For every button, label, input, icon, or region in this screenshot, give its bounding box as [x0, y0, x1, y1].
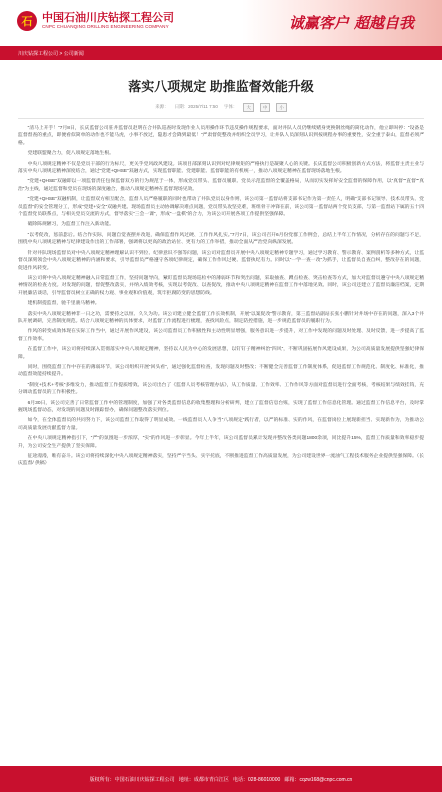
cnpc-logo-icon: 石	[17, 11, 37, 31]
article-paragraph: 在监督工作中，该公司将持续深入贯彻落实中央八项规定精神，坚持以人民为中心的发展思想，以钉钉子精神纠治“四风”，不断巩固拓展作风建设成果，为公司高质量发展提供坚强纪律保障。	[18, 347, 424, 360]
article-paragraph: 中央八项规定精神不仅是党员干部的行为标尺，更关乎党风政风建设。该项目部深刻认识到对纪律规矩的严格执行是凝聚人心的关键。长庆监督公司积极创新方式方法，将监督主责主业与落实中央八项规定精神深度结合，通过“党建+QHSE”双融方式，实现监督职能、党建职能、监督职能的有机统一，推动八项规定精神在监督现场落地生根。	[18, 161, 424, 175]
footer-address: 地址：成都市青白江区	[178, 776, 229, 783]
company-name-en: CNPC CHUANQING DRILLING ENGINEERING COMPANY	[42, 24, 169, 29]
article-paragraph: 在中央八项规定精神指引下，“严”的氛围进一步浓厚，“实”的作风进一步彰显。今年上半年，该公司监督员累计发现并整改各类问题1800余项，同比提升15%，监督工作质量和效率稳步提升，为公司安全生产提供了坚实保障。	[18, 436, 424, 449]
article-body	[18, 125, 424, 725]
site-logo[interactable]	[17, 11, 174, 31]
article-meta	[0, 102, 442, 112]
company-name-cn: 中国石油川庆钻探工程公司	[42, 12, 174, 24]
article-paragraph: 党建联盟聚合力，促八项规定落地生根。	[27, 151, 114, 157]
slogan-text: 诚赢客户 超越自我	[288, 14, 414, 32]
article-paragraph: 破除陈规陋习，为监督工作注入新动能。	[27, 222, 114, 228]
article-paragraph: 征途漫漫，唯有奋斗。该公司将持续深化中央八项规定精神落实，坚持严字当头、实字托底，不断推进监督工作高质量发展，为公司建设世界一流油气工程技术服务企业提供坚强保障。（长庆监督/ 供稿）	[18, 454, 424, 467]
article-paragraph: 同时，围绕监督工作中存在的薄弱环节，该公司组织开展“回头看”，通过强化监督检查，发现问题及时整改；不断健全完善监督工作制度体系，促进监督工作规范化、制度化、标准化，推动监督效能持续提升。	[18, 364, 424, 378]
footer-email[interactable]: 邮箱：cqzw168@cnpc.com.cn	[284, 776, 353, 783]
font-size-small-button[interactable]: 小	[276, 103, 287, 112]
font-size-medium-button[interactable]: 中	[260, 103, 271, 112]
article-paragraph: “清马上开手！”7月8日，长庆监督公司驻井监督员赵明在合井队巡查时发现作业人员用操作环节违反操作规程要求，面对井队人员仍继续赌身更换钢丝绳的简化动作，他立即叫停：“设备是监督督查的重点，即便看似简单的动作也不能马虎，小事不放过，隐患才会降到最低！”严肃督促整改并组织全员学习，让井队人员深刻认识到按规程办事的重要性，安全重于泰山，监督必须严格。	[18, 126, 424, 146]
article-paragraph: 如今，在全体监督员的共同努力下，该公司监督工作取得了明显成效。一线监督员人人争当“八项规定”践行者，以严的标准、实的作风，在监督岗位上展现新担当、实现新作为，为推动公司高质量发展贡献监督力量。	[18, 418, 424, 431]
breadcrumb-bar	[0, 46, 442, 60]
site-footer	[0, 766, 442, 792]
article-paragraph: 建机制提监督，驰千里骏马精神。	[27, 301, 100, 307]
article-paragraph: “党建+QHSE”双融机制，让监督双方相互配合，监督人员严格履职的同时也带动了井队党员以身作则，该公司第一监督站将支部书记作为第一责任人，明确“支部书记领导、技术员带头、党员监督”的安全管理分工，形成“党建+安全”双融共建。现场监督员主动协调解决难点问题，党员带头攻坚克难，班组骨干冲锋在前，该公司第一监督站两个党员支部，与第一监督站下属的五十四个监督党员联系点，与相关党员交流的方式，督导落实“三会一课”，形成“一盘棋”的合力，为该公司开展各项工作提供坚强保障。	[18, 197, 424, 218]
article-paragraph: “党建+QHSE”双融即以一项监督责任包保监督双方的行为规范于一体，形成党员带头、监督员履职、党员示范监督的全覆盖格局，从而切实发挥好安全监督的保障作用，以“真督”“直督”“真治”为主线，通过监督和党员在现场的深度融合，推动八项规定精神在监督现场见效。	[18, 179, 424, 192]
title-divider	[18, 118, 424, 119]
logo-text	[42, 12, 174, 30]
article-paragraph: “制度+技术+考核”多维发力，推动监督工作提质增效。该公司出台了《监督人员考核管理办法》，从工作质量、工作效率、工作作风等方面对监督员进行全面考核，考核结果与绩效挂钩，充分调动监督员的工作积极性。	[18, 382, 424, 396]
header-banner	[242, 0, 442, 46]
breadcrumb[interactable]: 川庆钻探工程公司 > 公司新闻	[18, 50, 84, 57]
source-label: 来源：	[155, 104, 169, 109]
article-title: 落实八项规定 助推监督效能升级	[128, 79, 314, 94]
article-paragraph: 落实中央八项规定精神非一日之功，需要持之以恒、久久为功。该公司建立健全监督工作长效机制，开展“以案促改”警示教育，第三监督站副站长张小鹏针对井场中存在的问题，深入3个井队开展调研，完善制度规范。结合八项规定精神的具体要求，对监督工作流程进行梳理，查找风险点，制定防控措施，进一步规范监督员的履职行为。	[18, 311, 424, 324]
article-paragraph: 6月30日，该公司完善了日常监督工作中的管理制度，加强了对各类监督信息的收集整理和分析研判，建立了监督信息台账，实现了监督工作信息化管理。通过监督工作信息平台，及时掌握现场监督动态，对发现的问题及时跟踪督办，确保问题整改落实到位。	[18, 400, 424, 413]
footer-copyright: 版权所有：中国石油川庆钻探工程公司	[89, 776, 175, 783]
article-paragraph: “以考促改，惩前毖后。结合作实际，问题自觉查摆并改进，确保监督作风过硬、工作作风扎实。”7月7日，该公司召开6月份党群工作例会，总结上半年工作情况，分析存在的问题与不足，围绕中央八项规定精神与纪律建设作出的工作部署，强调将以更高的政治站位、更有力的工作举措，推动全面从严治党向纵深发展。	[18, 232, 424, 246]
article-paragraph: 作风的转变成效体现在实际工作当中，通过开展作风建设，该公司监督员工作积极性和主动性明显增强，服务意识进一步提升，对工作中发现的问题及时处理、及时反馈，进一步提高了监督工作效率。	[18, 329, 424, 342]
font-size-label: 字体：	[223, 104, 238, 109]
publish-date: 日期：2025/7/11 7:50	[174, 104, 218, 109]
footer-text	[90, 776, 353, 783]
article-paragraph: 针对井队现场监督员对中央八项规定精神理解认识不到位、纪律意识不强等问题，该公司对监督员开展中央八项规定精神专题学习，通过学习教育、警示教育、案例剖析等多种方式，让监督员深刻领会中央八项规定精神的内涵和要求，引导监督员严格遵守各项纪律规定，确保工作作风过硬、监督执纪有力。同时以“一学一查一改”为抓手，让监督员自查自纠，整改存在的问题，促进作风转变。	[18, 250, 424, 271]
font-size-large-button[interactable]: 大	[243, 103, 254, 112]
article-paragraph: 该公司将中央八项规定精神融入日常监督工作，坚持问题导向，紧盯监督员现场巡检中的薄弱环节和突出问题，采取抽查、蹲点检查、突击检查等方式，加大对监督员遵守中央八项规定精神情况的检查力度。对发现的问题，督促整改落实，并纳入绩效考核，实现以考促改、以查促改，推动中央八项规定精神在监督工作中落地见效。同时，该公司还建立了监督员廉洁档案，定期开展廉洁谈话，引导监督员树立正确的权力观、事业观和价值观，筑牢拒腐防变的思想防线。	[18, 275, 424, 296]
site-header	[0, 0, 442, 46]
footer-phone: 电话：028-86010000	[233, 776, 281, 783]
